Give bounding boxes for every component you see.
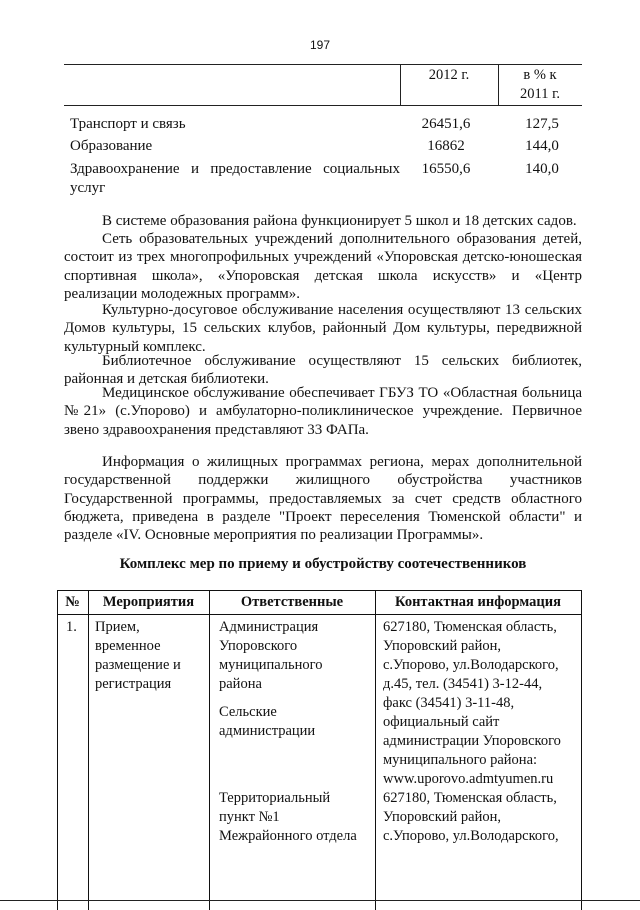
- header-pct: [498, 66, 582, 104]
- table-right-border: [581, 590, 582, 910]
- paragraph-line: государственной поддержки жилищного обустройства участников: [64, 472, 582, 489]
- paragraph-line: Информация о жилищных программах региона, мерах дополнительной: [102, 454, 582, 470]
- contact-cell: [383, 789, 559, 846]
- row-value-pct: 140,0: [525, 161, 559, 177]
- column-divider: [88, 590, 89, 910]
- paragraph-line: №21» (с.Упорово) и амбулаторно-поликлиническое учреждение. Первичное: [64, 403, 582, 420]
- contact-cell: [383, 618, 561, 789]
- row-value-2012: 16862: [427, 138, 465, 154]
- table-header-rule: [64, 105, 582, 106]
- cell-line: Прием,: [95, 619, 140, 635]
- paragraph-line: районная и детская библиотеки.: [64, 371, 269, 388]
- measure-cell: [95, 618, 181, 694]
- cell-line: администрации: [219, 723, 316, 739]
- cell-line: Межрайонного отдела: [219, 828, 357, 844]
- paragraph-text: В системе образования района функционирует 5 школ и 18 детских садов.: [102, 213, 577, 229]
- header-pct-line2: 2011 г.: [519, 86, 561, 102]
- cell-line: Упоровский район,: [383, 809, 501, 825]
- section-heading: Комплекс мер по приему и обустройству соотечественников: [119, 556, 527, 572]
- cell-line: Территориальный: [219, 790, 331, 806]
- measures-table: [57, 590, 582, 910]
- header-measures: Мероприятия: [102, 594, 195, 610]
- paragraph-line: Сеть образовательных учреждений дополнительного образования детей,: [102, 231, 582, 247]
- row-name: Транспорт и связь: [70, 116, 186, 132]
- cell-line: с.Упорово, ул.Володарского,: [383, 828, 559, 844]
- cell-line: Упоровский район,: [383, 638, 501, 654]
- paragraph-housing: [64, 453, 582, 544]
- cell-line: Упоровского: [219, 638, 298, 654]
- table-top-rule: [64, 64, 582, 65]
- column-divider: [209, 590, 210, 910]
- cell-line: администрации Упоровского: [383, 733, 561, 749]
- paragraph-line: спортивная школа», «Упоровская детская школа искусств» и «Центр: [64, 267, 582, 284]
- paragraph-line: Медицинское обслуживание обеспечивает ГБУЗ ТО «Областная больница: [102, 385, 582, 401]
- paragraph-line: реализации молодежных программ».: [64, 285, 300, 302]
- cell-line: района: [219, 676, 262, 692]
- cell-line: размещение и: [95, 657, 181, 673]
- header-responsible: Ответственные: [240, 594, 344, 610]
- paragraph-line: состоит из трех многопрофильных учреждений «Упоровская детско-юношеская: [64, 249, 582, 266]
- table-left-border: [57, 590, 58, 910]
- responsible-cell: [219, 618, 322, 694]
- paragraph-line: Домов культуры, 15 сельских клубов, районный Дом культуры, передвижной: [64, 320, 582, 337]
- row-value-pct: 127,5: [525, 116, 559, 132]
- row-name-line2: услуг: [70, 180, 106, 196]
- cell-line: Администрация: [219, 619, 319, 635]
- header-2012: 2012 г.: [428, 67, 470, 83]
- header-pct-line1: в % к: [523, 67, 557, 83]
- row-value-2012: 16550,6: [421, 161, 471, 177]
- scan-edge-line: [0, 900, 640, 901]
- cell-line: 627180, Тюменская область,: [383, 619, 557, 635]
- paragraph-line: Государственной программы, предоставляемых за счет средств областного: [64, 490, 582, 507]
- responsible-cell: [219, 789, 357, 846]
- paragraph-line: Культурно-досуговое обслуживание населения осуществляют 13 сельских: [102, 302, 582, 318]
- paragraph-line: культурный комплекс.: [64, 338, 206, 355]
- row-number: 1.: [66, 619, 77, 635]
- cell-line: Сельские: [219, 704, 277, 720]
- page-number: 197: [309, 38, 331, 52]
- cell-line: пункт №1: [219, 809, 280, 825]
- table-top-rule: [57, 590, 582, 591]
- paragraph-medical: [64, 384, 582, 439]
- paragraph-line: звено здравоохранения представляют 33 ФАПа.: [64, 421, 369, 438]
- header-num: №: [65, 594, 80, 610]
- paragraph-education: [64, 212, 582, 230]
- cell-line: муниципального района:: [383, 752, 538, 768]
- row-name: Образование: [70, 138, 153, 154]
- paragraph-line: Библиотечное обслуживание осуществляют 15 сельских библиотек,: [102, 353, 582, 369]
- cell-line: муниципального: [219, 657, 323, 673]
- paragraph-culture: [64, 301, 582, 356]
- paragraph-line: бюджета, приведена в разделе "Проект переселения Тюменской области" и: [64, 508, 582, 525]
- responsible-cell: [219, 703, 315, 741]
- cell-line: www.uporovo.admtyumen.ru: [383, 771, 554, 787]
- cell-line: регистрация: [95, 676, 172, 692]
- cell-line: официальный сайт: [383, 714, 500, 730]
- row-value-2012: 26451,6: [421, 116, 471, 132]
- table-header-rule: [57, 614, 582, 615]
- column-divider: [375, 590, 376, 910]
- cell-line: с.Упорово, ул.Володарского,: [383, 657, 559, 673]
- row-name-line1: Здравоохранение и предоставление социальных: [70, 161, 400, 177]
- cell-line: 627180, Тюменская область,: [383, 790, 557, 806]
- paragraph-extra-education: [64, 230, 582, 303]
- header-contact: Контактная информация: [395, 594, 561, 610]
- cell-line: д.45, тел. (34541) 3-12-44,: [383, 676, 543, 692]
- row-name: [70, 160, 400, 198]
- cell-line: факс (34541) 3-11-48,: [383, 695, 515, 711]
- paragraph-line: разделе «IV. Основные мероприятия по реализации Программы».: [64, 527, 484, 544]
- row-value-pct: 144,0: [525, 138, 559, 154]
- cell-line: временное: [95, 638, 161, 654]
